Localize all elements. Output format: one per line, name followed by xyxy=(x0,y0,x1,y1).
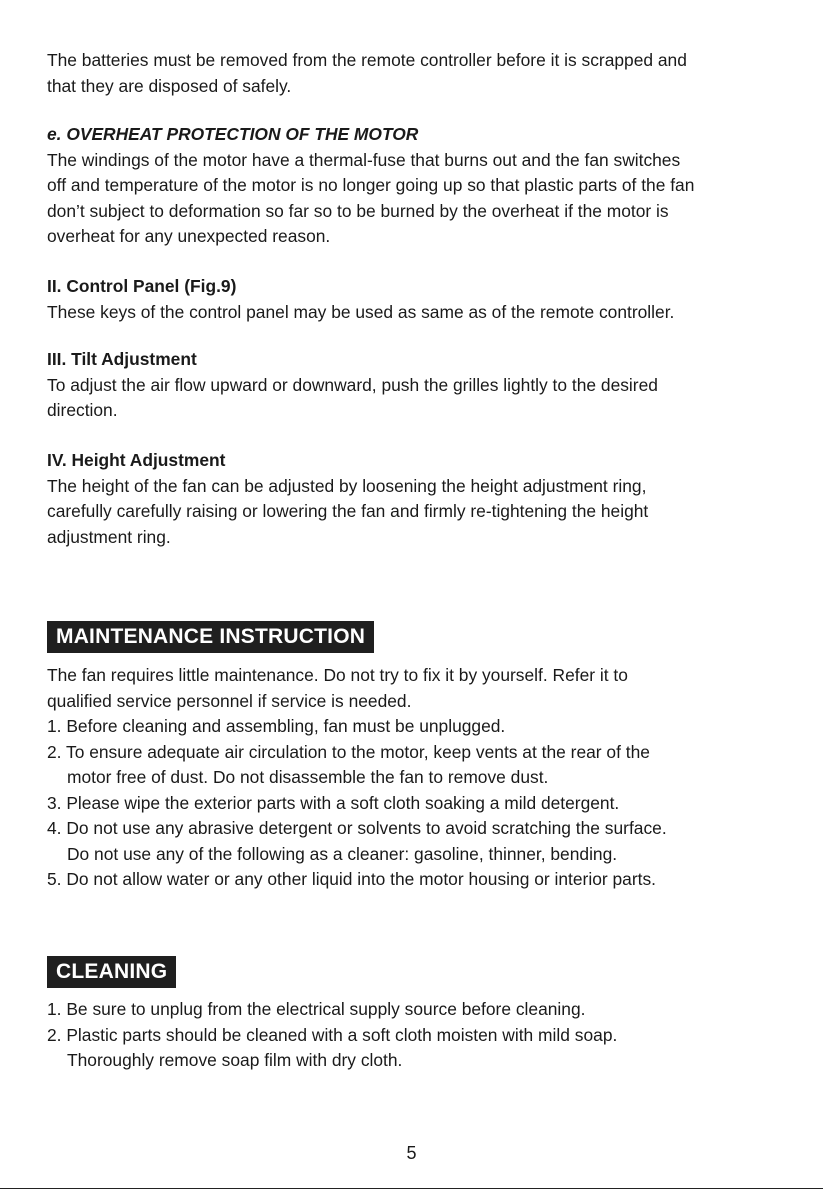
list-item: 3. Please wipe the exterior parts with a soft cloth soaking a mild detergent. xyxy=(47,792,620,813)
list-item-continuation: motor free of dust. Do not disassemble the fan to remove dust. xyxy=(67,767,549,787)
text-line: that they are disposed of safely. xyxy=(47,75,292,96)
list-item: 4. Do not use any abrasive detergent or solvents to avoid scratching the surface. xyxy=(47,818,667,838)
text-line: overheat for any unexpected reason. xyxy=(47,226,331,246)
text-line: The windings of the motor have a thermal-fuse that burns out and the fan switches xyxy=(47,149,681,170)
section-heading: e. OVERHEAT PROTECTION OF THE MOTOR xyxy=(47,124,419,144)
text-line: These keys of the control panel may be used as same as of the remote controller. xyxy=(47,301,675,322)
overheat-section xyxy=(47,122,807,250)
text-line: The batteries must be removed from the remote controller before it is scrapped and xyxy=(47,50,687,70)
batteries-note xyxy=(47,48,807,99)
list-item: 2. Plastic parts should be cleaned with a soft cloth moisten with mild soap. xyxy=(47,1024,618,1045)
list-item: 5. Do not allow water or any other liquid into the motor housing or interior parts. xyxy=(47,869,656,889)
section-heading: III. Tilt Adjustment xyxy=(47,349,197,369)
section-heading: IV. Height Adjustment xyxy=(47,450,226,470)
list-item-continuation: Thoroughly remove soap film with dry cloth. xyxy=(67,1050,403,1070)
text-line: don’t subject to deformation so far so to be burned by the overheat if the motor is xyxy=(47,200,669,221)
list-item: 1. Before cleaning and assembling, fan must be unplugged. xyxy=(47,716,506,736)
text-line: adjustment ring. xyxy=(47,526,171,547)
maintenance-banner: MAINTENANCE INSTRUCTION xyxy=(47,621,374,653)
bottom-rule xyxy=(0,1188,823,1189)
text-line: direction. xyxy=(47,400,118,420)
text-line: off and temperature of the motor is no longer going up so that plastic parts of the fan xyxy=(47,175,695,195)
list-item: 1. Be sure to unplug from the electrical supply source before cleaning. xyxy=(47,999,586,1019)
control-panel-section xyxy=(47,274,807,325)
section-heading: II. Control Panel (Fig.9) xyxy=(47,276,237,296)
text-line: The height of the fan can be adjusted by loosening the height adjustment ring, xyxy=(47,475,647,496)
list-item-continuation: Do not use any of the following as a cleaner: gasoline, thinner, bending. xyxy=(67,843,618,864)
tilt-section xyxy=(47,347,807,424)
height-section xyxy=(47,448,807,550)
cleaning-banner: CLEANING xyxy=(47,956,176,988)
text-line: To adjust the air flow upward or downward, push the grilles lightly to the desired xyxy=(47,374,658,395)
text-line: The fan requires little maintenance. Do not try to fix it by yourself. Refer it to xyxy=(47,665,628,685)
maintenance-section xyxy=(47,663,807,893)
page-number: 5 xyxy=(406,1143,417,1163)
text-line: carefully carefully raising or lowering the fan and firmly re-tightening the height xyxy=(47,501,649,521)
list-item: 2. To ensure adequate air circulation to the motor, keep vents at the rear of the xyxy=(47,741,650,762)
text-line: qualified service personnel if service is needed. xyxy=(47,690,412,711)
cleaning-section xyxy=(47,997,807,1074)
